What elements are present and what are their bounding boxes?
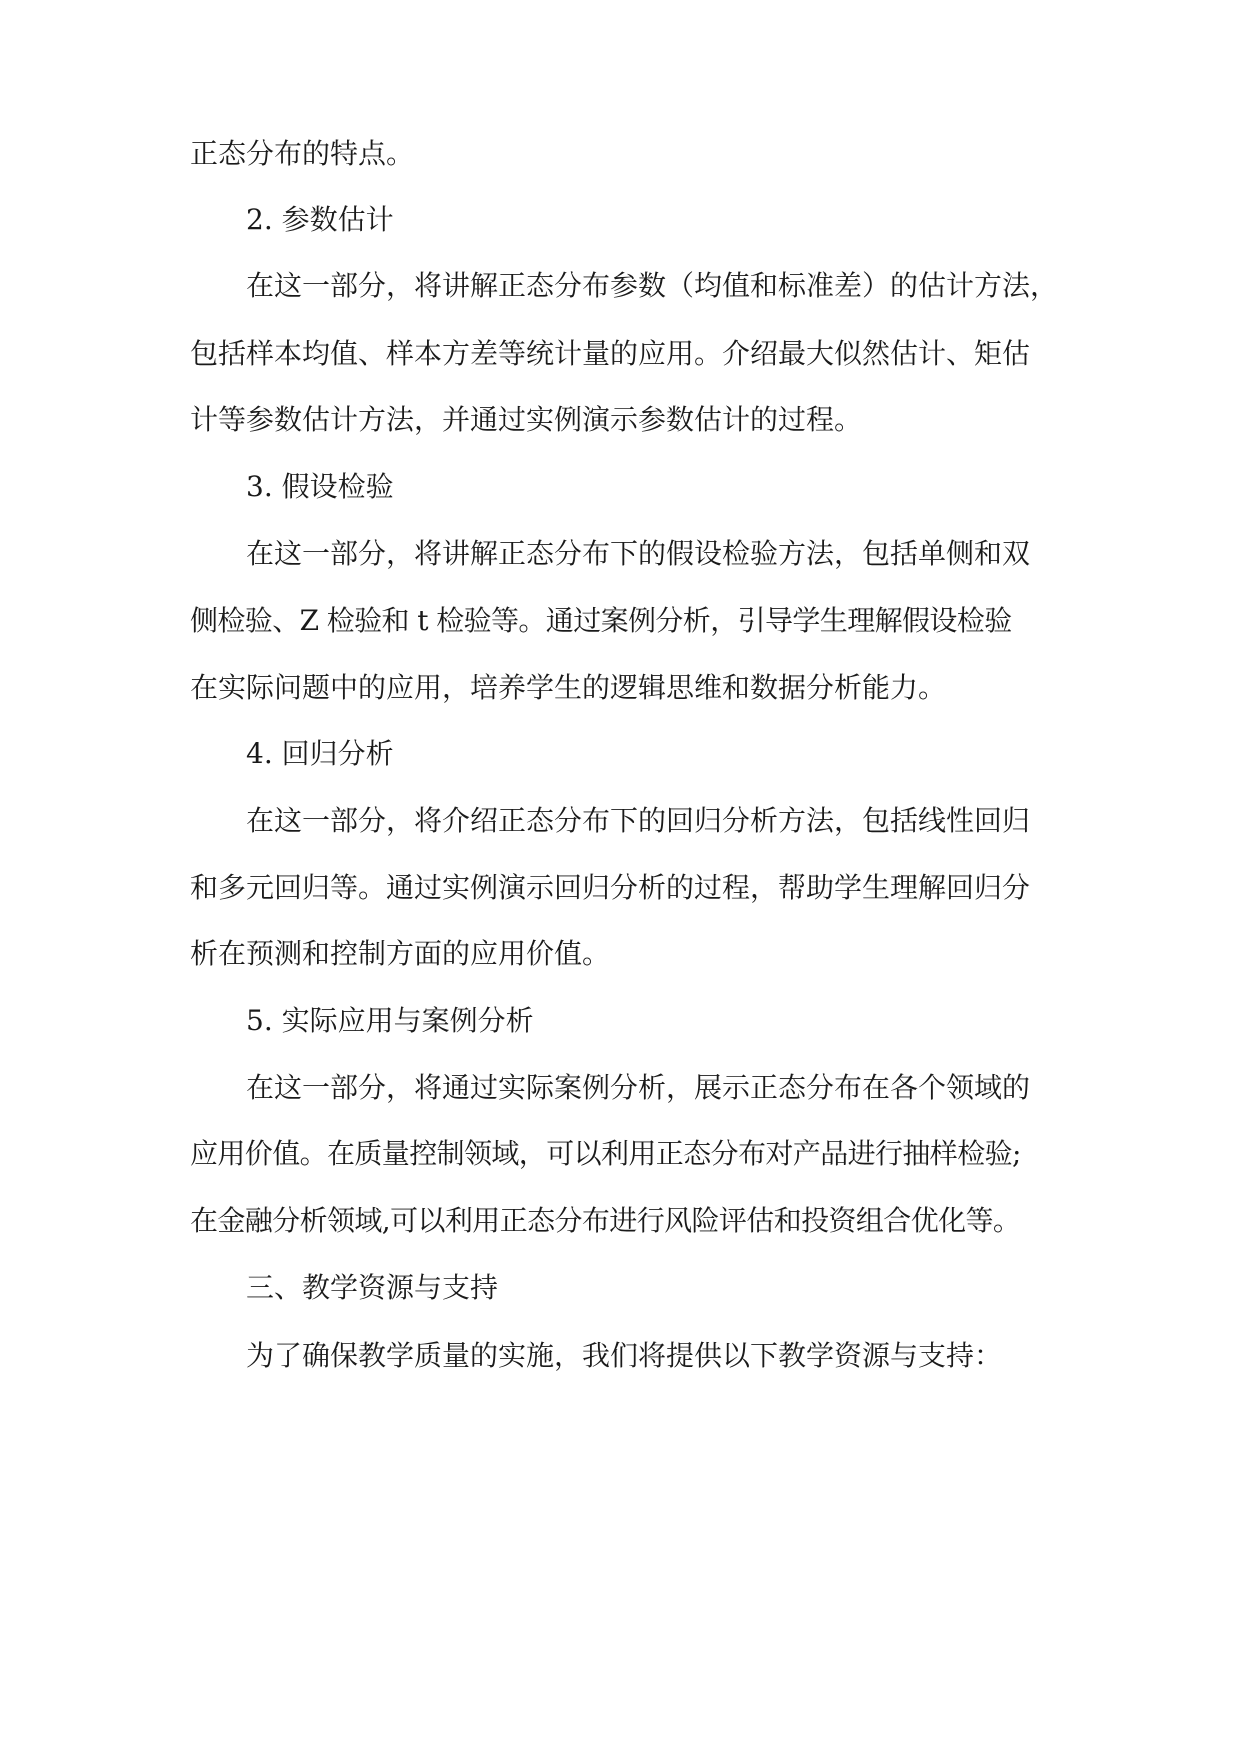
paragraph-line: 侧检验、Z 检验和 t 检验等。通过案例分析，引导学生理解假设检验 — [190, 604, 1012, 637]
paragraph-line: 和多元回归等。通过实例演示回归分析的过程，帮助学生理解回归分 — [190, 871, 1031, 904]
paragraph-line: 正态分布的特点。 — [190, 137, 415, 170]
paragraph-line: 在实际问题中的应用，培养学生的逻辑思维和数据分析能力。 — [190, 671, 947, 704]
paragraph-line: 在这一部分，将讲解正态分布下的假设检验方法，包括单侧和双 — [246, 537, 1031, 570]
paragraph-line: 计等参数估计方法，并通过实例演示参数估计的过程。 — [190, 403, 863, 436]
paragraph-line: 应用价值。在质量控制领域，可以利用正态分布对产品进行抽样检验; — [190, 1137, 1021, 1170]
paragraph-line: 析在预测和控制方面的应用价值。 — [190, 937, 611, 970]
paragraph-line: 在这一部分，将通过实际案例分析，展示正态分布在各个领域的 — [246, 1071, 1031, 1104]
section-heading-parameter-estimation: 2. 参数估计 — [246, 203, 394, 236]
section-heading-applications-cases: 5. 实际应用与案例分析 — [246, 1004, 534, 1037]
paragraph-line: 在金融分析领域,可以利用正态分布进行风险评估和投资组合优化等。 — [190, 1204, 1021, 1237]
paragraph-line: 包括样本均值、样本方差等统计量的应用。介绍最大似然估计、矩估 — [190, 337, 1031, 370]
paragraph-line: 在这一部分，将介绍正态分布下的回归分析方法，包括线性回归 — [246, 804, 1031, 837]
section-heading-teaching-resources: 三、教学资源与支持 — [246, 1271, 499, 1304]
section-heading-hypothesis-testing: 3. 假设检验 — [246, 470, 394, 503]
section-heading-regression-analysis: 4. 回归分析 — [246, 737, 394, 770]
paragraph-line: 在这一部分，将讲解正态分布参数（均值和标准差）的估计方法， — [246, 269, 1059, 302]
paragraph-line: 为了确保教学质量的实施，我们将提供以下教学资源与支持： — [246, 1339, 1003, 1372]
